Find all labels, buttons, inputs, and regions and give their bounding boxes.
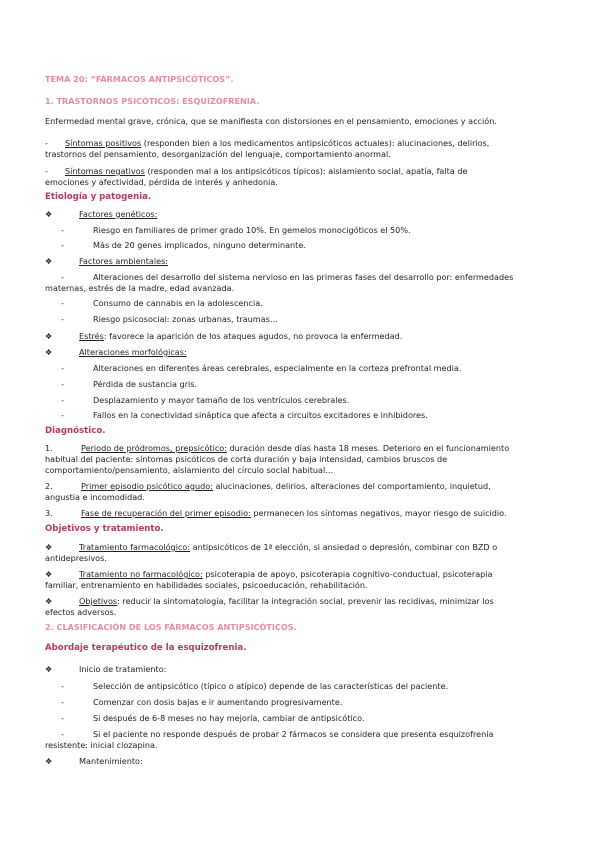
diagnostico-item-1-cont: comportamiento/pensamiento, aislamiento del círculo social habitual… xyxy=(45,465,334,475)
objetivo-item-3-cont: efectos adversos. xyxy=(45,607,117,617)
objetivo-item-1 xyxy=(45,542,497,552)
list-item-text: Selección de antipsicótico (típico o atípico) depende de las características del paciente. xyxy=(93,681,449,691)
diamond-bullet-icon: ❖ xyxy=(45,569,53,579)
list-item-text: Si después de 6-8 meses no hay mejoría, cambiar de antipsicótico. xyxy=(93,713,365,723)
list-item xyxy=(45,395,349,405)
bullet-ambientales xyxy=(45,256,168,266)
list-item xyxy=(45,314,278,324)
diagnostico-item-text: alucinaciones, delirios, alteraciones del comportamiento, inquietud, xyxy=(212,481,491,491)
list-item xyxy=(45,410,428,420)
negative-symptoms-label: Síntomas negativos xyxy=(65,166,145,176)
intro-paragraph: Enfermedad mental grave, crónica, que se manifiesta con distorsiones en el pensamiento, emociones y acción. xyxy=(45,116,497,126)
dash-marker: - xyxy=(45,166,48,176)
dash-marker: - xyxy=(61,697,64,707)
list-item-text: Alteraciones del desarrollo del sistema nervioso en las primeras fases del desarrollo por: enfermedades xyxy=(93,272,514,282)
diagnostico-item-label: Periodo de pródromos, prepsicótico: xyxy=(81,443,227,453)
list-number: 3. xyxy=(45,508,53,518)
list-number: 1. xyxy=(45,443,53,453)
bullet-inicio xyxy=(45,664,166,674)
diamond-bullet-icon: ❖ xyxy=(45,256,53,266)
morfologicas-label: Alteraciones morfológicas: xyxy=(79,347,187,357)
diagnostico-item-text: duración desde días hasta 18 meses. Deterioro en el funcionamiento xyxy=(226,443,510,453)
section-heading-trastornos: 1. TRASTORNOS PSICÓTICOS: ESQUIZOFRENIA. xyxy=(45,96,260,106)
objetivo-item-3 xyxy=(45,596,494,606)
list-item-text: Si el paciente no responde después de probar 2 fármacos se considera que presenta esquizofrenia xyxy=(93,729,494,739)
positive-symptoms-label: Síntomas positivos xyxy=(65,138,142,148)
dash-marker: - xyxy=(61,240,64,250)
objetivo-item-label: Tratamiento no farmacológico: xyxy=(79,569,203,579)
objetivo-item-text: antipsicóticos de 1ª elección, si ansiedad o depresión, combinar con BZD o xyxy=(190,542,498,552)
diagnostico-item-label: Fase de recuperación del primer episodio: xyxy=(81,508,251,518)
negative-symptoms-cont: emociones y afectividad, pérdida de interés y anhedonia. xyxy=(45,177,278,187)
objetivo-item-2-cont: familiar, entrenamiento en habilidades sociales, psicoeducación, rehabilitación. xyxy=(45,580,368,590)
diamond-bullet-icon: ❖ xyxy=(45,331,53,341)
objetivo-item-2 xyxy=(45,569,493,579)
dash-marker: - xyxy=(61,713,64,723)
list-item xyxy=(45,272,513,282)
dash-marker: - xyxy=(61,729,64,739)
list-item-text: Consumo de cannabis en la adolescencia. xyxy=(93,298,263,308)
list-item-text: Pérdida de sustancia gris. xyxy=(93,379,198,389)
dash-marker: - xyxy=(61,314,64,324)
dash-marker: - xyxy=(61,298,64,308)
heading-etiologia: Etiología y patogenia. xyxy=(45,192,152,202)
list-item-text: Alteraciones en diferentes áreas cerebrales, especialmente en la corteza prefrontal media. xyxy=(93,363,462,373)
diamond-bullet-icon: ❖ xyxy=(45,756,53,766)
diamond-bullet-icon: ❖ xyxy=(45,664,53,674)
dash-marker: - xyxy=(61,395,64,405)
objetivo-item-text: : reducir la sintomatología, facilitar la integración social, prevenir las recidivas, minimizar los xyxy=(117,596,494,606)
diagnostico-item-text: permanecen los síntomas negativos, mayor riesgo de suicidio. xyxy=(250,508,507,518)
diamond-bullet-icon: ❖ xyxy=(45,209,53,219)
bullet-morfologicas xyxy=(45,347,187,357)
diagnostico-item-1-cont: habitual del paciente: síntomas psicóticos de corta duración y baja intensidad, cambios bruscos de xyxy=(45,454,448,464)
dash-marker: - xyxy=(61,681,64,691)
list-item-text: Más de 20 genes implicados, ninguno determinante. xyxy=(93,240,306,250)
objetivo-item-1-cont: antidepresivos. xyxy=(45,553,107,563)
list-item xyxy=(45,298,263,308)
list-item-text: Desplazamiento y mayor tamaño de los ventrículos cerebrales. xyxy=(93,395,350,405)
diagnostico-item-label: Primer episodio psicótico agudo: xyxy=(81,481,213,491)
diagnostico-item-1 xyxy=(45,443,509,453)
diamond-bullet-icon: ❖ xyxy=(45,542,53,552)
positive-symptoms-text: (responden bien a los medicamentos antipsicóticos actuales): alucinaciones, delirios, xyxy=(141,138,490,148)
list-item xyxy=(45,379,197,389)
list-item xyxy=(45,697,342,707)
dash-marker: - xyxy=(45,138,48,148)
list-item xyxy=(45,681,448,691)
estres-label: Estrés xyxy=(79,331,104,341)
diagnostico-item-3 xyxy=(45,508,507,518)
heading-abordaje: Abordaje terapéutico de la esquizofrenia. xyxy=(45,643,247,653)
list-item-cont: resistente: inicial clozapina. xyxy=(45,740,158,750)
dash-marker: - xyxy=(61,363,64,373)
dash-marker: - xyxy=(61,379,64,389)
heading-objetivos: Objetivos y tratamiento. xyxy=(45,524,164,534)
heading-diagnostico: Diagnóstico. xyxy=(45,426,106,436)
section-heading-clasificacion: 2. CLASIFICACIÓN DE LOS FÁRMACOS ANTIPSICÓTICOS. xyxy=(45,622,297,632)
page-title: TEMA 20: “FÁRMACOS ANTIPSICÓTICOS”. xyxy=(45,74,234,84)
diamond-bullet-icon: ❖ xyxy=(45,347,53,357)
list-item-text: Riesgo psicosocial: zonas urbanas, traumas… xyxy=(93,314,278,324)
dash-marker: - xyxy=(61,410,64,420)
list-item-text: Riesgo en familiares de primer grado 10%. En gemelos monocigóticos el 50%. xyxy=(93,225,411,235)
objetivo-item-label: Tratamiento farmacológico: xyxy=(79,542,191,552)
positive-symptoms-cont: trastornos del pensamiento, desorganización del lenguaje, comportamiento anormal. xyxy=(45,149,391,159)
geneticos-label: Factores genéticos: xyxy=(79,209,158,219)
dash-marker: - xyxy=(61,272,64,282)
list-item xyxy=(45,713,365,723)
list-item xyxy=(45,729,493,739)
list-item-text: Comenzar con dosis bajas e ir aumentando progresivamente. xyxy=(93,697,343,707)
bullet-geneticos xyxy=(45,209,157,219)
bullet-estres xyxy=(45,331,402,341)
bullet-mantenimiento xyxy=(45,756,143,766)
ambientales-label: Factores ambientales: xyxy=(79,256,169,266)
mantenimiento-label: Mantenimiento: xyxy=(79,756,143,766)
diagnostico-item-2 xyxy=(45,481,491,491)
list-item xyxy=(45,240,306,250)
inicio-label: Inicio de tratamiento: xyxy=(79,664,167,674)
positive-symptoms-line xyxy=(45,138,489,148)
diamond-bullet-icon: ❖ xyxy=(45,596,53,606)
list-item xyxy=(45,225,411,235)
objetivo-item-label: Objetivos xyxy=(79,596,118,606)
diagnostico-item-2-cont: angustia e incomodidad. xyxy=(45,492,145,502)
objetivo-item-text: psicoterapia de apoyo, psicoterapia cognitivo-conductual, psicoterapia xyxy=(202,569,493,579)
estres-text: : favorece la aparición de los ataques agudos, no provoca la enfermedad. xyxy=(103,331,403,341)
list-number: 2. xyxy=(45,481,53,491)
list-item xyxy=(45,363,461,373)
list-item-text: Fallos en la conectividad sináptica que afecta a circuitos excitadores e inhibidores. xyxy=(93,410,428,420)
negative-symptoms-text: (responden mal a los antipsicóticos típicos): aislamiento social, apatía, falta de xyxy=(144,166,468,176)
negative-symptoms-line xyxy=(45,166,467,176)
dash-marker: - xyxy=(61,225,64,235)
list-item-cont: maternas, estrés de la madre, edad avanzada. xyxy=(45,283,235,293)
